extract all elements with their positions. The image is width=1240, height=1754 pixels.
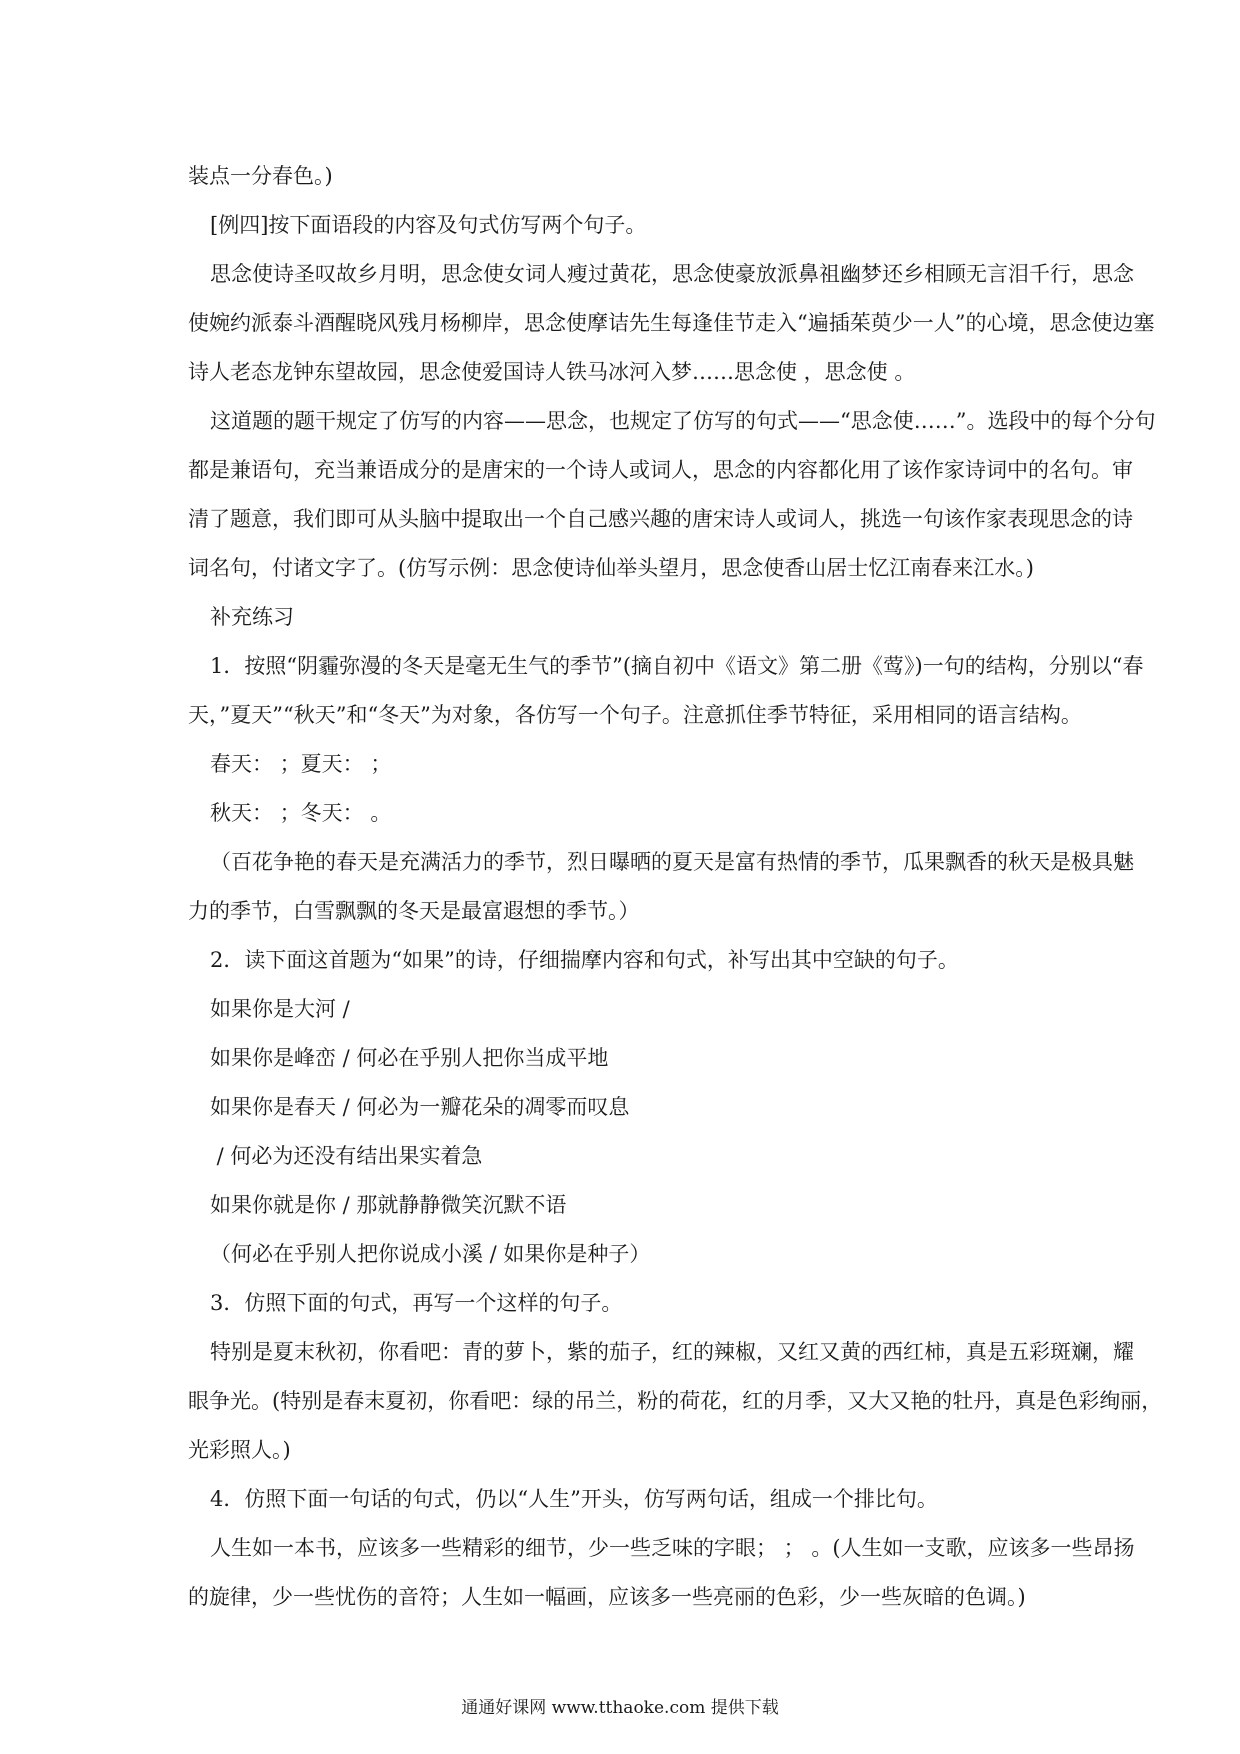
text-line: 如果你是峰峦 / 何必在乎别人把你当成平地: [210, 1046, 609, 1070]
text-line: 清了题意，我们即可从头脑中提取出一个自己感兴趣的唐宋诗人或词人，挑选一句该作家表现思念的诗: [188, 507, 1133, 531]
text-line: 力的季节，白雪飘飘的冬天是最富遐想的季节。）: [188, 899, 640, 923]
text-line: 的旋律，少一些忧伤的音符；人生如一幅画，应该多一些亮丽的色彩，少一些灰暗的色调。): [188, 1585, 1026, 1609]
text-line: [例四]按下面语段的内容及句式仿写两个句子。: [210, 213, 647, 237]
text-line: 3．仿照下面的句式，再写一个这样的句子。: [210, 1291, 623, 1315]
text-line: 如果你是春天 / 何必为一瓣花朵的凋零而叹息: [210, 1095, 630, 1119]
document-body: [188, 152, 1178, 1622]
text-line: 春天： ；夏天： ；: [210, 752, 392, 776]
text-line: 如果你是大河 /: [210, 997, 350, 1021]
text-line: 特别是夏末秋初，你看吧：青的萝卜，紫的茄子，红的辣椒，又红又黄的西红柿，真是五彩斑斓，耀: [210, 1340, 1134, 1364]
text-line: 词名句，付诸文字了。(仿写示例：思念使诗仙举头望月，思念使香山居士忆江南春来江水。): [188, 556, 1034, 580]
text-line: 装点一分春色。): [188, 164, 333, 188]
text-line: 这道题的题干规定了仿写的内容——思念，也规定了仿写的句式——“思念使……”。选段中的每个分句: [210, 409, 1156, 433]
text-line: 2．读下面这首题为“如果”的诗，仔细揣摩内容和句式，补写出其中空缺的句子。: [210, 948, 959, 972]
text-line: 诗人老态龙钟东望故园，思念使爱国诗人铁马冰河入梦……思念使 ，思念使 。: [188, 360, 916, 384]
text-line: 都是兼语句，充当兼语成分的是唐宋的一个诗人或词人，思念的内容都化用了该作家诗词中的名句。审: [188, 458, 1133, 482]
page-footer: 通通好课网 www.tthaoke.com 提供下载: [461, 1698, 779, 1718]
text-line: 思念使诗圣叹故乡月明，思念使女词人瘦过黄花，思念使豪放派鼻祖幽梦还乡相顾无言泪千行，思念: [210, 262, 1134, 286]
text-line: 如果你就是你 / 那就静静微笑沉默不语: [210, 1193, 567, 1217]
text-line: 光彩照人。): [188, 1438, 291, 1462]
text-line: 使婉约派泰斗酒醒晓风残月杨柳岸，思念使摩诘先生每逢佳节走入“遍插茱萸少一人”的心境，思念使边塞: [188, 311, 1155, 335]
text-line: / 何必为还没有结出果实着急: [210, 1144, 483, 1168]
text-line: 补充练习: [210, 605, 294, 629]
text-line: 1．按照“阴霾弥漫的冬天是毫无生气的季节”(摘自初中《语文》第二册《莺》)一句的结构，分别以“春: [210, 654, 1144, 678]
text-line: 4．仿照下面一句话的句式，仍以“人生”开头，仿写两句话，组成一个排比句。: [210, 1487, 938, 1511]
text-line: 秋天： ；冬天： 。: [210, 801, 392, 825]
text-line: 人生如一本书，应该多一些精彩的细节，少一些乏味的字眼； ； 。(人生如一支歌，应该多一些昂扬: [210, 1536, 1135, 1560]
text-line: （百花争艳的春天是充满活力的季节，烈日曝晒的夏天是富有热情的季节，瓜果飘香的秋天是极具魅: [210, 850, 1134, 874]
text-line: （何必在乎别人把你说成小溪 / 如果你是种子）: [210, 1242, 651, 1266]
text-line: 眼争光。(特别是春末夏初，你看吧：绿的吊兰，粉的荷花，红的月季，又大又艳的牡丹，真是色彩绚丽，: [188, 1389, 1163, 1413]
text-line: 天，”夏天”“秋天”和“冬天”为对象，各仿写一个句子。注意抓住季节特征，采用相同的语言结构。: [188, 703, 1082, 727]
